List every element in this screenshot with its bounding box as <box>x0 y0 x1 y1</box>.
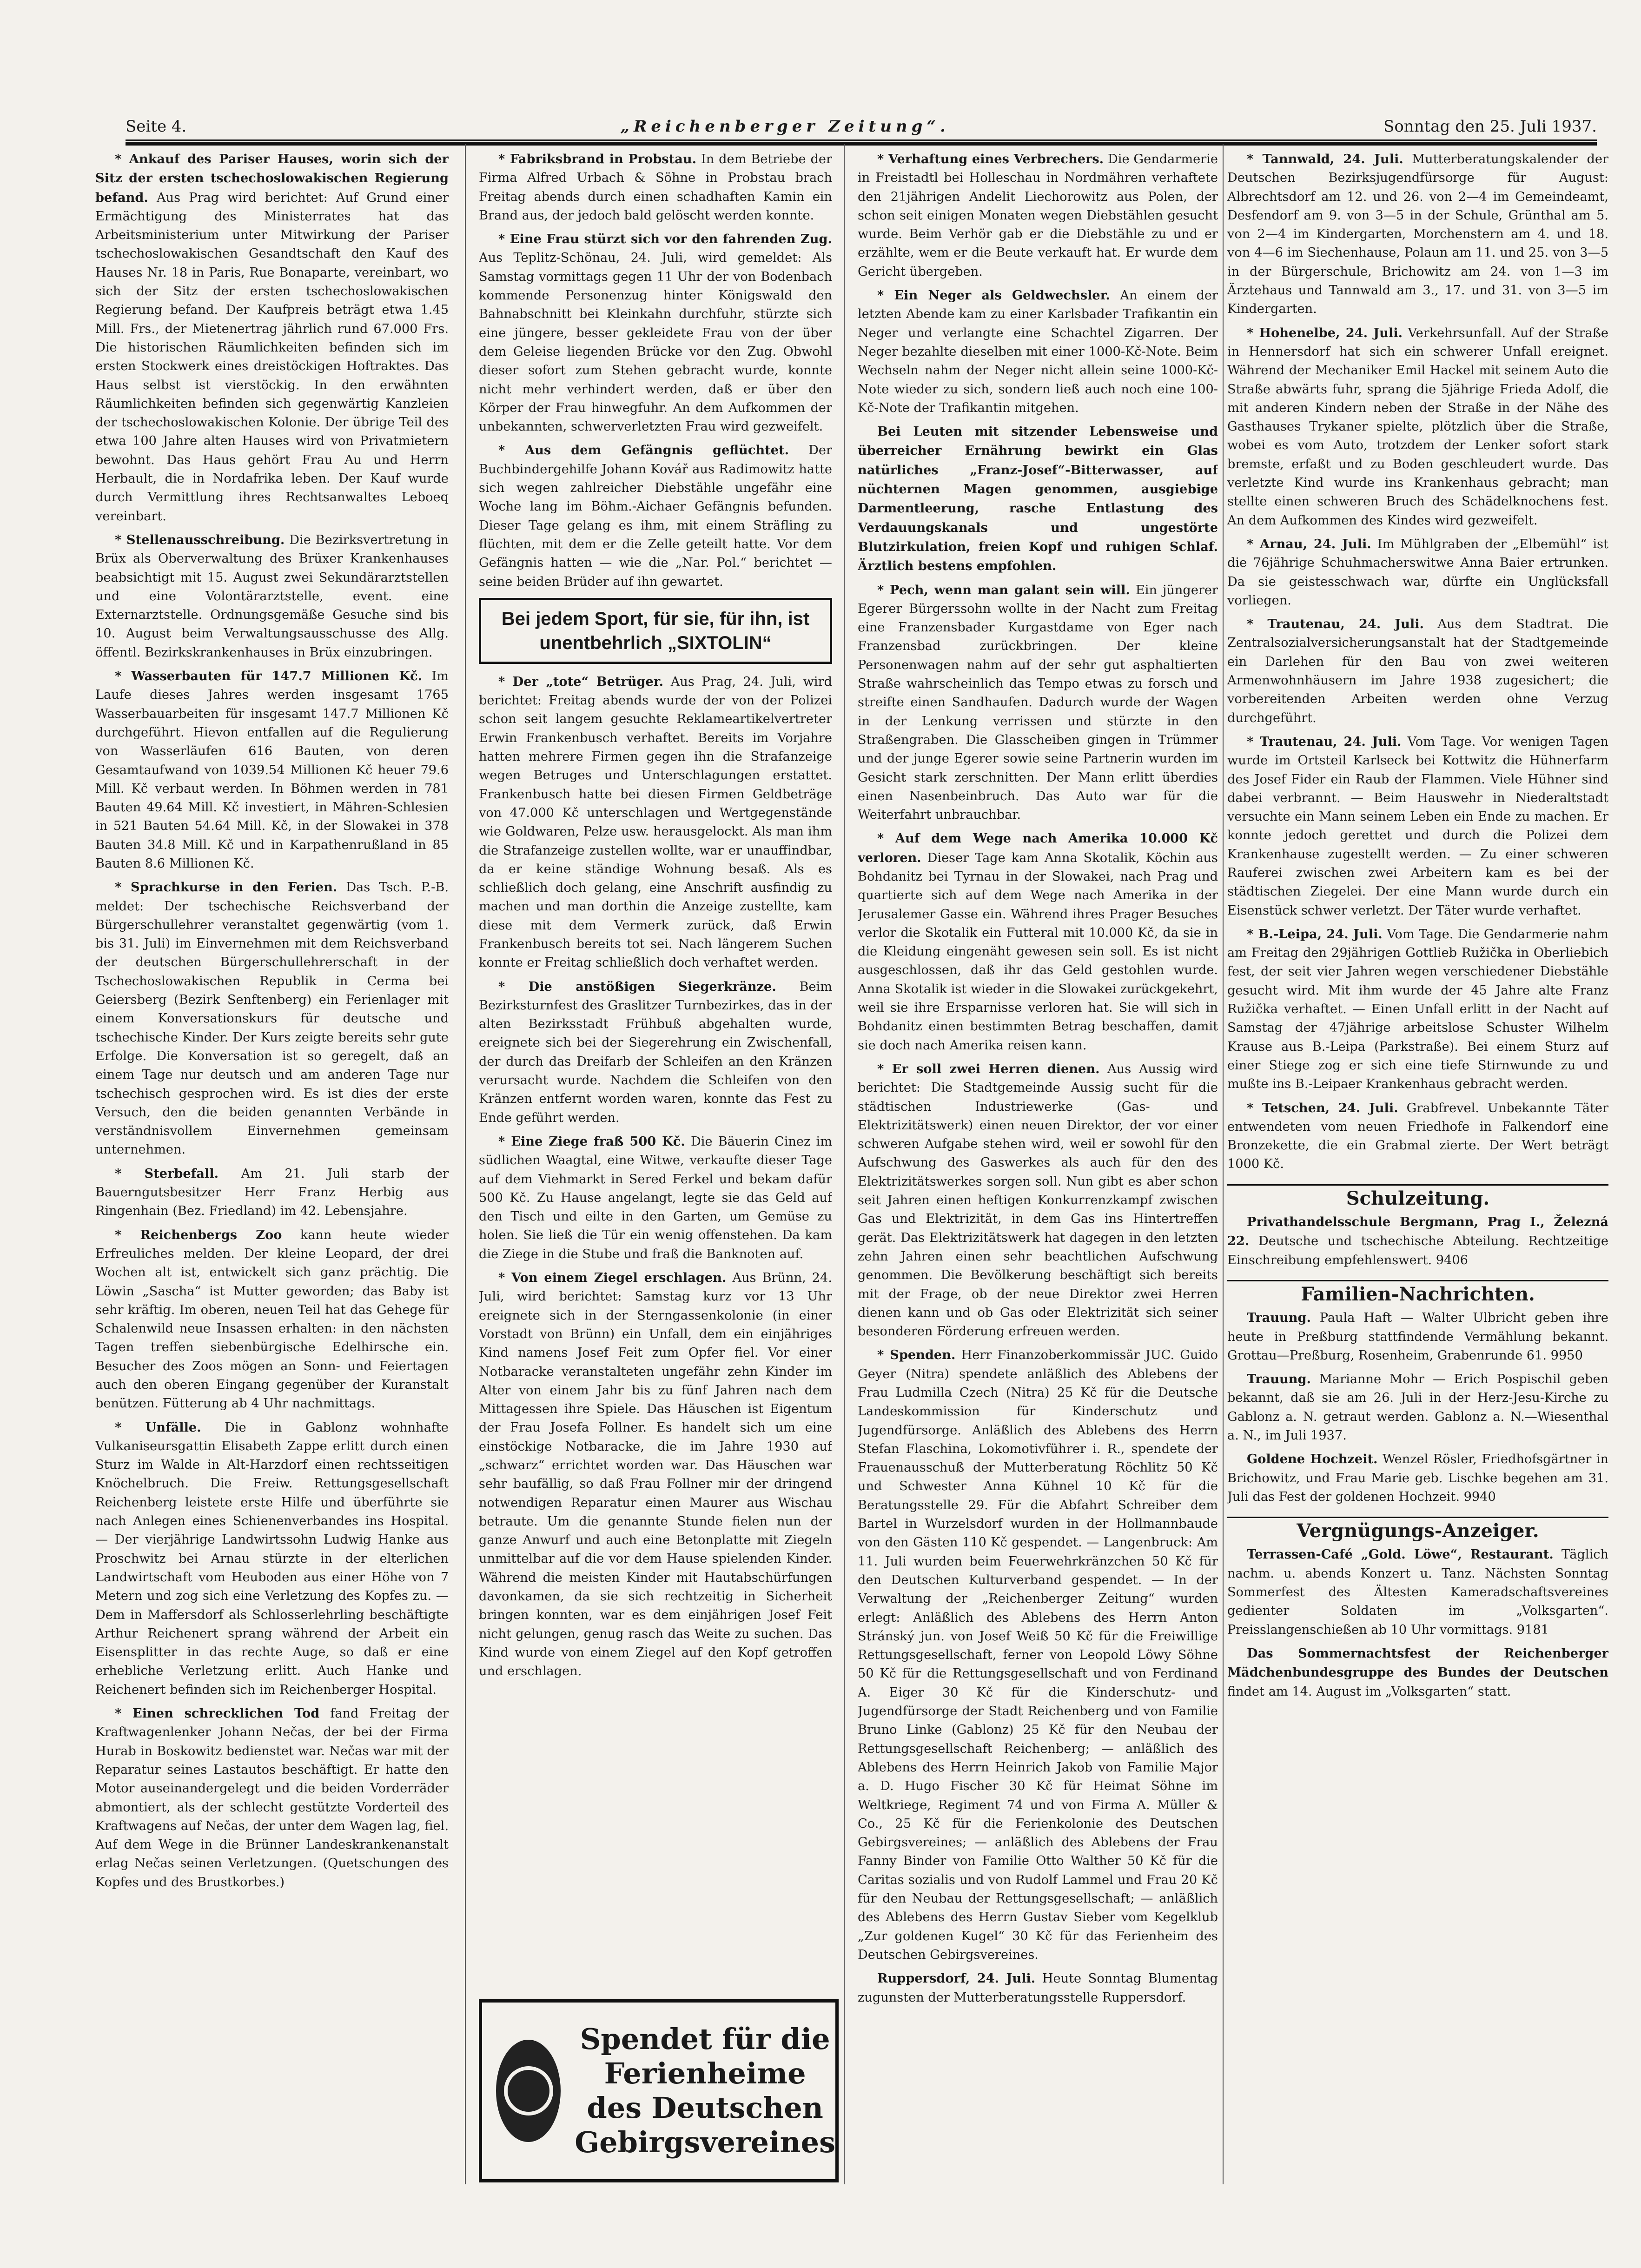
news-body: kann heute wieder Erfreuliches melden. Der kleine Leopard, der drei Wochen alt ist, entwickelt sich ganz prächtig. Die Löwin „Sascha“ ist Mutter geworden; das Baby ist sehr kräftig. Im oberen, neuen Teil hat das Gehege für Schalenwild neue Insassen erhalten: in den nächsten Tagen treffen siebenbürgische Edelhirsche ein. Besucher des Zoos mögen an Sonn- und Feiertagen auch den oberen Eingang gegenüber der Kuranstalt benützen. Fütterung ab 4 Uhr nachmittags. <box>95 1227 449 1411</box>
news-headline: * Der „tote“ Betrüger. <box>498 674 664 689</box>
news-headline: * Stellenausschreibung. <box>115 532 285 547</box>
news-item <box>479 977 832 1127</box>
news-body: Herr Finanzoberkommissär JUC. Guido Geyer (Nitra) spendete anläßlich des Ablebens der Frau Ludmilla Czech (Nitra) 25 Kč für die Deutsche Landeskommission für Kinderschutz und Jugendfürsorge. Anläßlich des Ablebens des Herrn Stefan Flaschina, Lokomotivführer i. R., spendete der Frauenausschuß der Mutterberatung Röchlitz 50 Kč und Schwester Anna Kühnel 10 Kč für die Beratungsstelle 29. Für die Abfahrt Schreiber dem Bartel in Wurzelsdorf wurden in der Hollmannbaude von den Gästen 110 Kč gespendet. — Langenbruck: Am 11. Juli wurden beim Feuerwehrkränzchen 50 Kč für den Deutschen Kulturverband gespendet. — In der Verwaltung der „Reichenberger Zeitung“ wurden erlegt: Anläßlich des Ablebens des Herrn Anton Stránský jun. von Josef Weiß 50 Kč für die Freiwillige Rettungsgesellschaft, ferner von Leopold Löwy Söhne 50 Kč für die Rettungsgesellschaft und von Ferdinand A. Eiger 30 Kč für die Kinderschutz- und Jugendfürsorge der Stadt Reichenberg und von Familie Bruno Linke (Gablonz) 25 Kč für den Neubau der Rettungsgesellschaft Reichenberg; — anläßlich des Ablebens des Herrn Heinrich Jakob von Familie Major a. D. Hugo Fischer 30 Kč für Heimat Söhne im Weltkriege, Regiment 74 und von Firma A. Müller & Co., 25 Kč für die Ferienkolonie des Deutschen Gebirgsvereines; — anläßlich des Ablebens der Frau Fanny Binder von Familie Otto Walther 50 Kč für die Caritas sozialis und von Rudolf Lammel und Frau 20 Kč für den Neubau der Rettungsgesellschaft; — anläßlich des Ablebens des Herrn Gustav Sieber vom Kegelklub „Zur goldenen Kugel“ 30 Kč für das Ferienheim des Deutschen Gebirgsvereines. <box>858 1348 1218 1962</box>
news-body: Heute Sonntag Blumentag zugunsten der Mutterberatungsstelle Ruppersdorf. <box>858 1971 1218 2005</box>
news-body: Deutsche und tschechische Abteilung. Rechtzeitige Einschreibung empfehlenswert. 9406 <box>1227 1234 1608 1267</box>
section-heading: Schulzeitung. <box>1227 1184 1608 1208</box>
news-body: Aus Aussig wird berichtet: Die Stadtgemeinde Aussig sucht für die städtischen Industriewerke (Gas- und Elektrizitätswerk) einen neuen Direktor, der vor einer schweren Aufgabe stehen wird, weil er sowohl für den Aufschwung des Gaswerkes als auch für den des Elektrizitätswerkes sorgen soll. Nun gibt es aber schon seit Jahren einen heftigen Konkurrenzkampf zwischen Gas und Elektrizität, in dem Gas ins Hintertreffen gerät. Das Elektrizitätswerk hat dagegen in den letzten zehn Jahren einen sehr beachtlichen Aufschwung genommen. Die Bevölkerung beschäftigt sich bereits mit der Frage, ob der neue Direktor zwei Herren dienen kann und ob Gas oder Elektrizität sich seiner besonderen Förderung erfreuen werden. <box>858 1061 1218 1339</box>
news-body: Die Gendarmerie in Freistadtl bei Holleschau in Nordmähren verhaftete den 21jährigen Andelit Liechorowitz aus Polen, der schon seit einigen Monaten wegen Diebstählen gesucht wurde. Beim Verhör gab er die Diebstähle zu und er erzählte, wem er die Beute verkauft hat. Er wurde dem Gericht übergeben. <box>858 152 1218 279</box>
news-body: Grabfrevel. Unbekannte Täter entwendeten vom neuen Friedhofe in Falkendorf eine Bronzekette, die ein Grabmal zierte. Der Wert beträgt 1000 Kč. <box>1227 1101 1608 1172</box>
news-body: Paula Haft — Walter Ulbricht geben ihre heute in Preßburg stattfindende Vermählung bekannt. Grottau—Preßburg, Rosenheim, Grabenrunde 61. 9950 <box>1227 1311 1608 1363</box>
news-headline: * Arnau, 24. Juli. <box>1247 536 1371 551</box>
news-item <box>1227 1450 1608 1506</box>
news-headline: Trauung. <box>1247 1372 1311 1387</box>
news-headline: Goldene Hochzeit. <box>1247 1452 1378 1467</box>
news-body: Verkehrsunfall. Auf der Straße in Hennersdorf hat sich ein schwerer Unfall ereignet. Während der Mechaniker Emil Hackel mit seinem Auto die Straße abwärts fuhr, sprang die 5jährige Frieda Adolf, die mit anderen Kindern neben der Straße in der Nähe des Gasthauses Trykaner spielte, plötzlich über die Straße, wobei es vom Auto, trotzdem der Lenker sofort stark bremste, erfaßt und zu Boden geschleudert wurde. Das verletzte Kind wurde ins Krankenhaus gebracht; man stellte einen schweren Bruch des Schädelknochens fest. An dem Aufkommen des Kindes wird gezweifelt. <box>1227 325 1608 528</box>
news-item <box>95 667 449 873</box>
news-headline: * Reichenbergs Zoo <box>115 1227 282 1242</box>
news-item <box>479 1268 832 1681</box>
news-body: Beim Bezirksturnfest des Graslitzer Turnbezirkes, das in der alten Bezirksstadt Frühbuß abgehalten wurde, ereignete sich bei der Siegerehrung ein Zwischenfall, der durch das Dreifarb der Schleifen an den Kränzen verursacht wurde. Nachdem die Schleifen von den Kränzen entfernt worden waren, konnte das Fest zu Ende geführt werden. <box>479 979 832 1125</box>
news-body: Aus Prag wird berichtet: Auf Grund einer Ermächtigung des Ministerrates hat das Arbeitsministerium unter Mitwirkung der Pariser tschechoslowakischen Gesandtschaft den Kauf des Hauses Nr. 18 in Paris, Rue Bonaparte, vereinbart, wo sich der Sitz der ersten tschechoslowakischen Regierung befand. Der Kaufpreis beträgt etwa 1.45 Mill. Frs., der Mietenertrag jährlich rund 67.000 Frs. Die historischen Räumlichkeiten befinden sich im ersten Stockwerk eines dreistöckigen Hoftraktes. Das Haus selbst ist vierstöckig. In den erwähnten Räumlichkeiten befinden sich gegenwärtig Kanzleien der tschechoslowakischen Kolonie. Der übrige Teil des etwa 100 Jahre alten Hauses wird von Privatmietern bewohnt. Das Haus gehört Frau Au und Herrn Herbault, die in Nordafrika leben. Der Kauf wurde durch Vermittlung ihres Rechtsanwaltes Leboeq vereinbart. <box>95 190 449 524</box>
news-item <box>95 1226 449 1413</box>
advertorial-paragraph <box>858 422 1218 576</box>
section-heading: Vergnügungs-Anzeiger. <box>1227 1517 1608 1540</box>
news-item <box>858 1969 1218 2007</box>
news-body: findet am 14. August im „Volksgarten“ statt. <box>1227 1684 1511 1699</box>
column-3 <box>858 150 1218 2180</box>
news-body: Ein jüngerer Egerer Bürgerssohn wollte in der Nacht zum Freitag eine Franzensbader Kurgastdame von Eger nach Franzensbad zurückbringen. Der kleine Personenwagen nahm auf der sehr gut asphaltierten Straße wahrscheinlich das Tempo etwas zu forsch und streifte einen Sandhaufen. Dadurch wurde der Wagen in der Lenkung verrissen und stürzte in den Straßengraben. Die Glasscheiben gingen in Trümmer und der junge Egerer sowie seine Partnerin wurden im Gesicht stark zerschnitten. Der Mann erlitt überdies einen Nasenbeinbruch. Das Auto war für die Weiterfahrt unbrauchbar. <box>858 583 1218 822</box>
news-headline: * Spenden. <box>877 1347 956 1363</box>
news-body: In dem Betriebe der Firma Alfred Urbach & Söhne in Probstau brach Freitag abends durch einen schadhaften Kamin ein Brand aus, der jedoch bald gelöscht werden konnte. <box>479 152 832 223</box>
news-body: Im Mühlgraben der „Elbemühl“ ist die 76jährige Schuhmacherswitwe Anna Baier ertrunken. Da sie geistesschwach war, dürfte ein Unglücksfall vorliegen. <box>1227 537 1608 608</box>
news-body: Aus dem Stadtrat. Die Zentralsozialversicherungsanstalt hat der Stadtgemeinde ein Darlehen für den Bau von zwei weiteren Armenwohnhäusern im Jahre 1938 zugesichert; die vorbereitenden Arbeiten werden ohne Verzug durchgeführt. <box>1227 617 1608 725</box>
news-item <box>1227 1308 1608 1365</box>
news-headline: Das Sommernachtsfest der Reichenberger Mädchenbundesgruppe des Bundes der Deutschen <box>1227 1645 1608 1680</box>
news-body: Marianne Mohr — Erich Pospischil geben bekannt, daß sie am 26. Juli in der Herz-Jesu-Kirche zu Gablonz a. N. getraut werden. Gablonz a. N.—Wiesenthal a. N., im Juli 1937. <box>1227 1372 1608 1443</box>
news-headline: * Sterbefall. <box>115 1166 219 1181</box>
news-body: Vom Tage. Die Gendarmerie nahm am Freitag den 29jährigen Gottlieb Ružička in Oberliebich fest, der seit vier Jahren wegen verschiedener Diebstähle gesucht wird. Mit ihm wurde der 45 Jahre alte Franz Ružička verhaftet. — Einen Unfall erlitt in der Nacht auf Samstag der 47jährige arbeitslose Schuster Wilhelm Krause aus B.-Leipa (Parkstraße). Bei einem Sturz auf einer Stiege zog er sich eine tiefe Stirnwunde zu und mußte ins B.-Leipaer Krankenhaus gebracht werden. <box>1227 927 1608 1092</box>
news-headline: * Verhaftung eines Verbrechers. <box>877 152 1104 166</box>
news-body: fand Freitag der Kraftwagenlenker Johann Nečas, der bei der Firma Hurab in Boskowitz bedienstet war. Nečas war mit der Reparatur seines Lastautos beschäftigt. Er hatte den Motor auseinandergelegt und die beiden Vorderräder abmontiert, als der schlecht gestützte Vorderteil des Kraftwagens auf Nečas, der unter dem Wagen lag, fiel. Auf dem Wege in die Brünner Landeskrankenanstalt erlag Nečas seinen Verletzungen. (Quetschungen des Kopfes und des Brustkorbes.) <box>95 1706 449 1890</box>
news-headline: * B.-Leipa, 24. Juli. <box>1247 926 1383 942</box>
news-headline: * Einen schrecklichen Tod <box>115 1706 320 1721</box>
news-body: Aus Brünn, 24. Juli, wird berichtet: Samstag kurz vor 13 Uhr ereignete sich in der Sterngassenkolonie (in einer Vorstadt von Brünn) ein Unfall, dem ein einjähriges Kind namens Josef Feit zum Opfer fiel. Vor einer Notbaracke veranstalteten ungefähr zehn Kinder im Alter von einem Jahr bis zu fünf Jahren nach dem Mittagessen ihre Spiele. Das Häuschen ist Eigentum der Frau Josefa Follner. Es handelt sich um eine einstöckige Notbaracke, die im Jahre 1930 auf „schwarz“ errichtet worden war. Das Häuschen war sehr baufällig, so daß Frau Follner mir der dringend notwendigen Reparatur einen Maurer aus Wischau betraute. Um die genannte Stunde fielen nun der ganze Anwurf und auch eine Betonplatte mit Ziegeln unmittelbar auf die vor dem Hause spielenden Kinder. Während die meisten Kinder mit Hautabschürfungen davonkamen, da sie sich rechtzeitig in Sicherheit bringen konnten, war es dem einjährigen Josef Feit nicht gelungen, genug rasch das Weite zu suchen. Das Kind wurde von einem Ziegel auf den Kopf getroffen und erschlagen. <box>479 1271 832 1679</box>
news-headline: Trauung. <box>1247 1310 1311 1326</box>
news-item <box>479 672 832 973</box>
news-headline: * Aus dem Gefängnis geflüchtet. <box>498 443 789 458</box>
spende-text: Spendet für die Ferienheime des Deutschen Gebirgsvereines <box>575 2022 835 2159</box>
gebirgsverein-emblem-icon <box>496 2040 561 2142</box>
newspaper-title: „Reichenberger Zeitung“. <box>620 117 950 136</box>
section-heading: Familien-Nachrichten. <box>1227 1280 1608 1304</box>
page-number: Seite 4. <box>126 117 187 136</box>
news-item <box>1227 1644 1608 1701</box>
news-body: Der Buchbindergehilfe Johann Kovář aus Radimowitz hatte sich wegen zahlreicher Diebstähle ungefähr eine Woche lang im Böhm.-Aichaer Gefängnis befunden. Dieser Tage gelang es ihm, mit einem Sträfling zu flüchten, mit dem er die Zelle geteilt hatte. Vor dem Gefängnis hatten — wie die „Nar. Pol.“ berichtet — seine beiden Brüder auf ihn gewartet. <box>479 443 832 589</box>
news-item <box>95 1164 449 1221</box>
column-separator <box>844 144 845 2184</box>
news-body: An einem der letzten Abende kam zu einer Karlsbader Trafikantin ein Neger und verlangte eine Schachtel Zigarren. Der Neger bezahlte dieselben mit einer 1000-Kč-Note. Beim Wechseln nahm der Neger nicht allein seine 1000-Kč-Note wieder zu sich, sondern ließ auch noch eine 100-Kč-Note der Trafikantin mitgehen. <box>858 288 1218 415</box>
news-item <box>1227 1545 1608 1639</box>
column-4 <box>1227 150 1608 2180</box>
news-body: Vom Tage. Vor wenigen Tagen wurde im Ortsteil Karlseck bei Kottwitz die Hühnerfarm des Josef Fider ein Raub der Flammen. Viele Hühner sind dabei verbrannt. — Beim Hauswehr in Niederaltstadt versuchte ein Mann seinem Leben ein Ende zu machen. Er konnte jedoch gerettet und durch die Polizei dem Krankenhause zugestellt werden. — Zu einer schweren Rauferei zwischen zwei Arbeitern kam es bei der städtischen Ziegelei. Der eine Mann wurde durch ein Eisenstück schwer verletzt. Der Täter wurde verhaftet. <box>1227 734 1608 918</box>
news-headline: * Tannwald, 24. Juli. <box>1247 152 1403 166</box>
column-2 <box>479 150 832 2180</box>
news-item <box>95 150 449 526</box>
news-headline: * Hohenelbe, 24. Juli. <box>1247 325 1403 340</box>
news-item <box>858 150 1218 281</box>
news-headline: * Sprachkurse in den Ferien. <box>115 880 337 895</box>
news-item <box>95 1418 449 1699</box>
news-item <box>1227 150 1608 319</box>
news-item <box>858 286 1218 418</box>
news-item <box>858 1346 1218 1964</box>
news-headline: Terrassen-Café „Gold. Löwe“, Restaurant. <box>1247 1547 1554 1562</box>
news-body: Das Tsch. P.-B. meldet: Der tschechische Reichsverband der Bürgerschullehrer veranstaltet gegenwärtig (vom 1. bis 31. Juli) im Einvernehmen mit dem Reichsverband der deutschen Bürgerschullehrerschaft in der Tschechoslowakischen Republik in Cerma bei Geiersberg (Bezirk Senftenberg) ein Ferienlager mit einem Konversationskurs für deutsche und tschechische Kinder. Der Kurs zeigte bereits sehr gute Erfolge. Die Konversation ist so geregelt, daß an einem Tage nur deutsch und am anderen Tage nur tschechisch gesprochen wird. Es ist dies der erste Versuch, den die beiden genannten Verbände in verständnisvollem Einvernehmen gemeinsam unternehmen. <box>95 880 449 1157</box>
news-item <box>95 531 449 662</box>
news-body: Dieser Tage kam Anna Skotalik, Köchin aus Bohdanitz bei Tyrnau in der Slowakei, nach Prag und quartierte sich auf dem Wege nach Amerika in der Jerusalemer Gasse ein. Während ihres Prager Besuches verlor die Skotalik ein Futteral mit 10.000 Kč, da sie in die Kleidung eingenäht gewesen sein soll. Es ist nicht ausgeschlossen, daß ihr das Geld gestohlen wurde. Anna Skotalik ist wieder in die Slowakei zurückgekehrt, weil sie ihre Ersparnisse verloren hat. Sie will sich in Bohdanitz einen bestimmten Betrag beschaffen, damit sie doch nach Amerika reisen kann. <box>858 850 1218 1053</box>
news-item <box>1227 324 1608 530</box>
advertorial-text: Bei Leuten mit sitzender Lebensweise und überreicher Ernährung bewirkt ein Glas natürliches „Franz-Josef“-Bitterwasser, auf nüchternen Magen genommen, ausgiebige Darmentleerung, rasche Entlastung des Verdauungskanals und ungestörte Blutzirkulation, freien Kopf und ruhigen Schlaf. Ärztlich bestens empfohlen. <box>858 424 1218 574</box>
news-headline: * Eine Frau stürzt sich vor den fahrenden Zug. <box>498 232 832 247</box>
news-item <box>479 441 832 591</box>
news-item <box>1227 1370 1608 1445</box>
news-headline: * Pech, wenn man galant sein will. <box>877 582 1130 597</box>
news-headline: * Tetschen, 24. Juli. <box>1247 1100 1398 1115</box>
news-body: Aus Prag, 24. Juli, wird berichtet: Freitag abends wurde der von der Polizei schon seit langem gesuchte Reklameartikelvertreter Erwin Frankenbusch verhaftet. Bereits im Vorjahre hatten mehrere Firmen gegen ihn die Strafanzeige wegen Betruges und Unterschlagungen erstattet. Frankenbusch hatte bei diesen Firmen Geldbeträge von 47.000 Kč unterschlagen und Wertgegenstände wie Goldwaren, Pelze usw. herausgelockt. Als man ihm die Strafanzeige zustellen wollte, war er unauffindbar, da er keine ständige Wohnung besaß. Als es schließlich doch gelang, eine Anschrift ausfindig zu machen und man dorthin die Anzeige zustellte, kam diese mit dem Vermerk zurück, daß Erwin Frankenbusch bereits tot sei. Nach längerem Suchen konnte er Freitag schließlich doch verhaftet werden. <box>479 674 832 970</box>
news-headline: * Trautenau, 24. Juli. <box>1247 617 1424 632</box>
news-item <box>1227 615 1608 728</box>
news-body: Am 21. Juli starb der Bauerngutsbesitzer Herr Franz Herbig aus Ringenhain (Bez. Friedland) im 42. Lebensjahre. <box>95 1166 449 1219</box>
issue-date: Sonntag den 25. Juli 1937. <box>1383 117 1597 136</box>
news-body: Aus Teplitz-Schönau, 24. Juli, wird gemeldet: Als Samstag vormittags gegen 11 Uhr der von Bodenbach kommende Personenzug hinter Königswald den Bahnabschnitt bei Kleinkahn durchfuhr, stürzte sich eine jüngere, besser gekleidete Frau von der über dem Geleise liegenden Brücke vor den Zug. Obwohl dieser sofort zum Stehen gebracht wurde, konnte nicht mehr verhindert werden, daß er über den Körper der Frau hinwegfuhr. An dem Aufkommen der unbekannten, schwerverletzten Frau wird gezweifelt. <box>479 251 832 434</box>
news-headline: * Ankauf des Pariser Hauses, worin sich der Sitz der ersten tschechoslowakischen Regierung befand. <box>95 152 449 205</box>
news-item <box>858 581 1218 825</box>
news-item <box>479 230 832 436</box>
column-1 <box>95 150 449 2180</box>
news-headline: * Wasserbauten für 147.7 Millionen Kč. <box>115 669 423 684</box>
news-item <box>1227 925 1608 1094</box>
spende-advertisement <box>479 1999 839 2182</box>
news-item <box>858 1060 1218 1341</box>
column-separator <box>1223 144 1224 2184</box>
news-headline: * Er soll zwei Herren dienen. <box>877 1061 1100 1076</box>
news-item <box>1227 535 1608 610</box>
sixtolin-advertisement: Bei jedem Sport, für sie, für ihn, ist unentbehrlich „SIXTOLIN“ <box>479 598 832 664</box>
news-item <box>479 1132 832 1264</box>
news-item <box>1227 1099 1608 1174</box>
news-body: Wenzel Rösler, Friedhofsgärtner in Brichowitz, und Frau Marie geb. Lischke begehen am 31. Juli das Fest der goldenen Hochzeit. 9940 <box>1227 1452 1608 1504</box>
news-item <box>479 150 832 225</box>
news-item <box>1227 732 1608 920</box>
news-headline: * Auf dem Wege nach Amerika 10.000 Kč verloren. <box>858 831 1218 865</box>
news-body: Die Bäuerin Cinez im südlichen Waagtal, eine Witwe, verkaufte dieser Tage auf dem Viehmarkt in Sered Ferkel und bekam dafür 500 Kč. Zu Hause angelangt, legte sie das Geld auf den Tisch und eilte in den Garten, um Gemüse zu holen. Sie ließ die Tür ein wenig offenstehen. Da kam die Ziege in die Stube und fraß die Banknoten auf. <box>479 1134 832 1261</box>
news-headline: * Unfälle. <box>115 1419 201 1435</box>
news-headline: * Trautenau, 24. Juli. <box>1247 734 1402 749</box>
news-item <box>95 1704 449 1892</box>
news-headline: Ruppersdorf, 24. Juli. <box>877 1971 1036 1986</box>
column-separator <box>465 144 466 2184</box>
news-headline: * Fabriksbrand in Probstau. <box>498 152 697 166</box>
news-body: Im Laufe dieses Jahres werden insgesamt 1765 Wasserbauarbeiten für insgesamt 147.7 Millionen Kč durchgeführt. Hievon entfallen auf die Regulierung von Wasserläufen 616 Bauten, von deren Gesamtaufwand von 1039.54 Millionen Kč heuer 79.6 Mill. Kč verbaut werden. In Böhmen werden in 781 Bauten 49.64 Mill. Kč investiert, in Mähren-Schlesien in 521 Bauten 54.64 Mill. Kč, in der Slowakei in 378 Bauten 34.8 Mill. Kč und in Karpathenrußland in 85 Bauten 8.6 Millionen Kč. <box>95 669 449 871</box>
news-headline: * Die anstößigen Siegerkränze. <box>498 979 776 994</box>
news-body: Täglich nachm. u. abends Konzert u. Tanz. Nächsten Sonntag Sommerfest des Ältesten Kameradschaftsvereines gedienter Soldaten im „Volksgarten“. Preisslangenschießen ab 10 Uhr vormittags. 9181 <box>1227 1547 1608 1637</box>
news-headline: * Von einem Ziegel erschlagen. <box>498 1270 727 1286</box>
news-body: Die in Gablonz wohnhafte Vulkaniseursgattin Elisabeth Zappe erlitt durch einen Sturz im Walde in Alt-Harzdorf einen rechtsseitigen Knöchelbruch. Die Freiw. Rettungsgesellschaft Reichenberg leistete erste Hilfe und überführte sie nach Anlegen eines Schienenverbandes ins Hospital. — Der vierjährige Landwirtssohn Ludwig Hanke aus Proschwitz bei Arnau stürzte in der elterlichen Landwirtschaft vom Heuboden aus einer Höhe von 7 Metern und zog sich eine Verletzung des Kopfes zu. — Dem in Maffersdorf als Schlosserlehrling beschäftigte Arthur Reichenert sprang während der Arbeit ein Eisensplitter in das rechte Auge, so daß er eine erhebliche Verletzung erlitt. Auch Hanke und Reichenert befinden sich im Reichenberger Hospital. <box>95 1420 449 1697</box>
news-item <box>858 829 1218 1055</box>
news-headline: * Ein Neger als Geldwechsler. <box>877 288 1111 303</box>
news-body: Mutterberatungskalender der Deutschen Bezirksjugendfürsorge für August: Albrechtsdorf am 12. und 26. von 2—4 im Gemeindeamt, Desfendorf am 9. von 3—5 in der Schule, Grünthal am 5. von 2—4 im Kindergarten, Morchenstern am 4. und 18. von 4—6 im Siechenhause, Polaun am 11. und 25. von 3—5 in der Bürgerschule, Brichowitz am 24. von 1—3 im Ärztehaus und Tannwald am 3., 17. und 31. von 3—5 im Kindergarten. <box>1227 152 1608 317</box>
news-headline: * Eine Ziege fraß 500 Kč. <box>498 1134 685 1149</box>
news-item <box>95 878 449 1159</box>
news-body: Die Bezirksvertretung in Brüx als Oberverwaltung des Brüxer Krankenhauses beabsichtigt mit 15. August zwei Sekundärarztstellen und eine Volontärarztstelle, event. eine Externarztstelle. Ordnungsgemäße Gesuche sind bis 10. August beim Verwaltungsausschusse des Allg. öffentl. Bezirkskrankenhauses in Brüx einzubringen. <box>95 532 449 660</box>
news-item <box>1227 1213 1608 1270</box>
news-headline: Privathandelsschule Bergmann, Prag I., Železná 22. <box>1227 1214 1608 1249</box>
header-rule <box>126 139 1597 141</box>
